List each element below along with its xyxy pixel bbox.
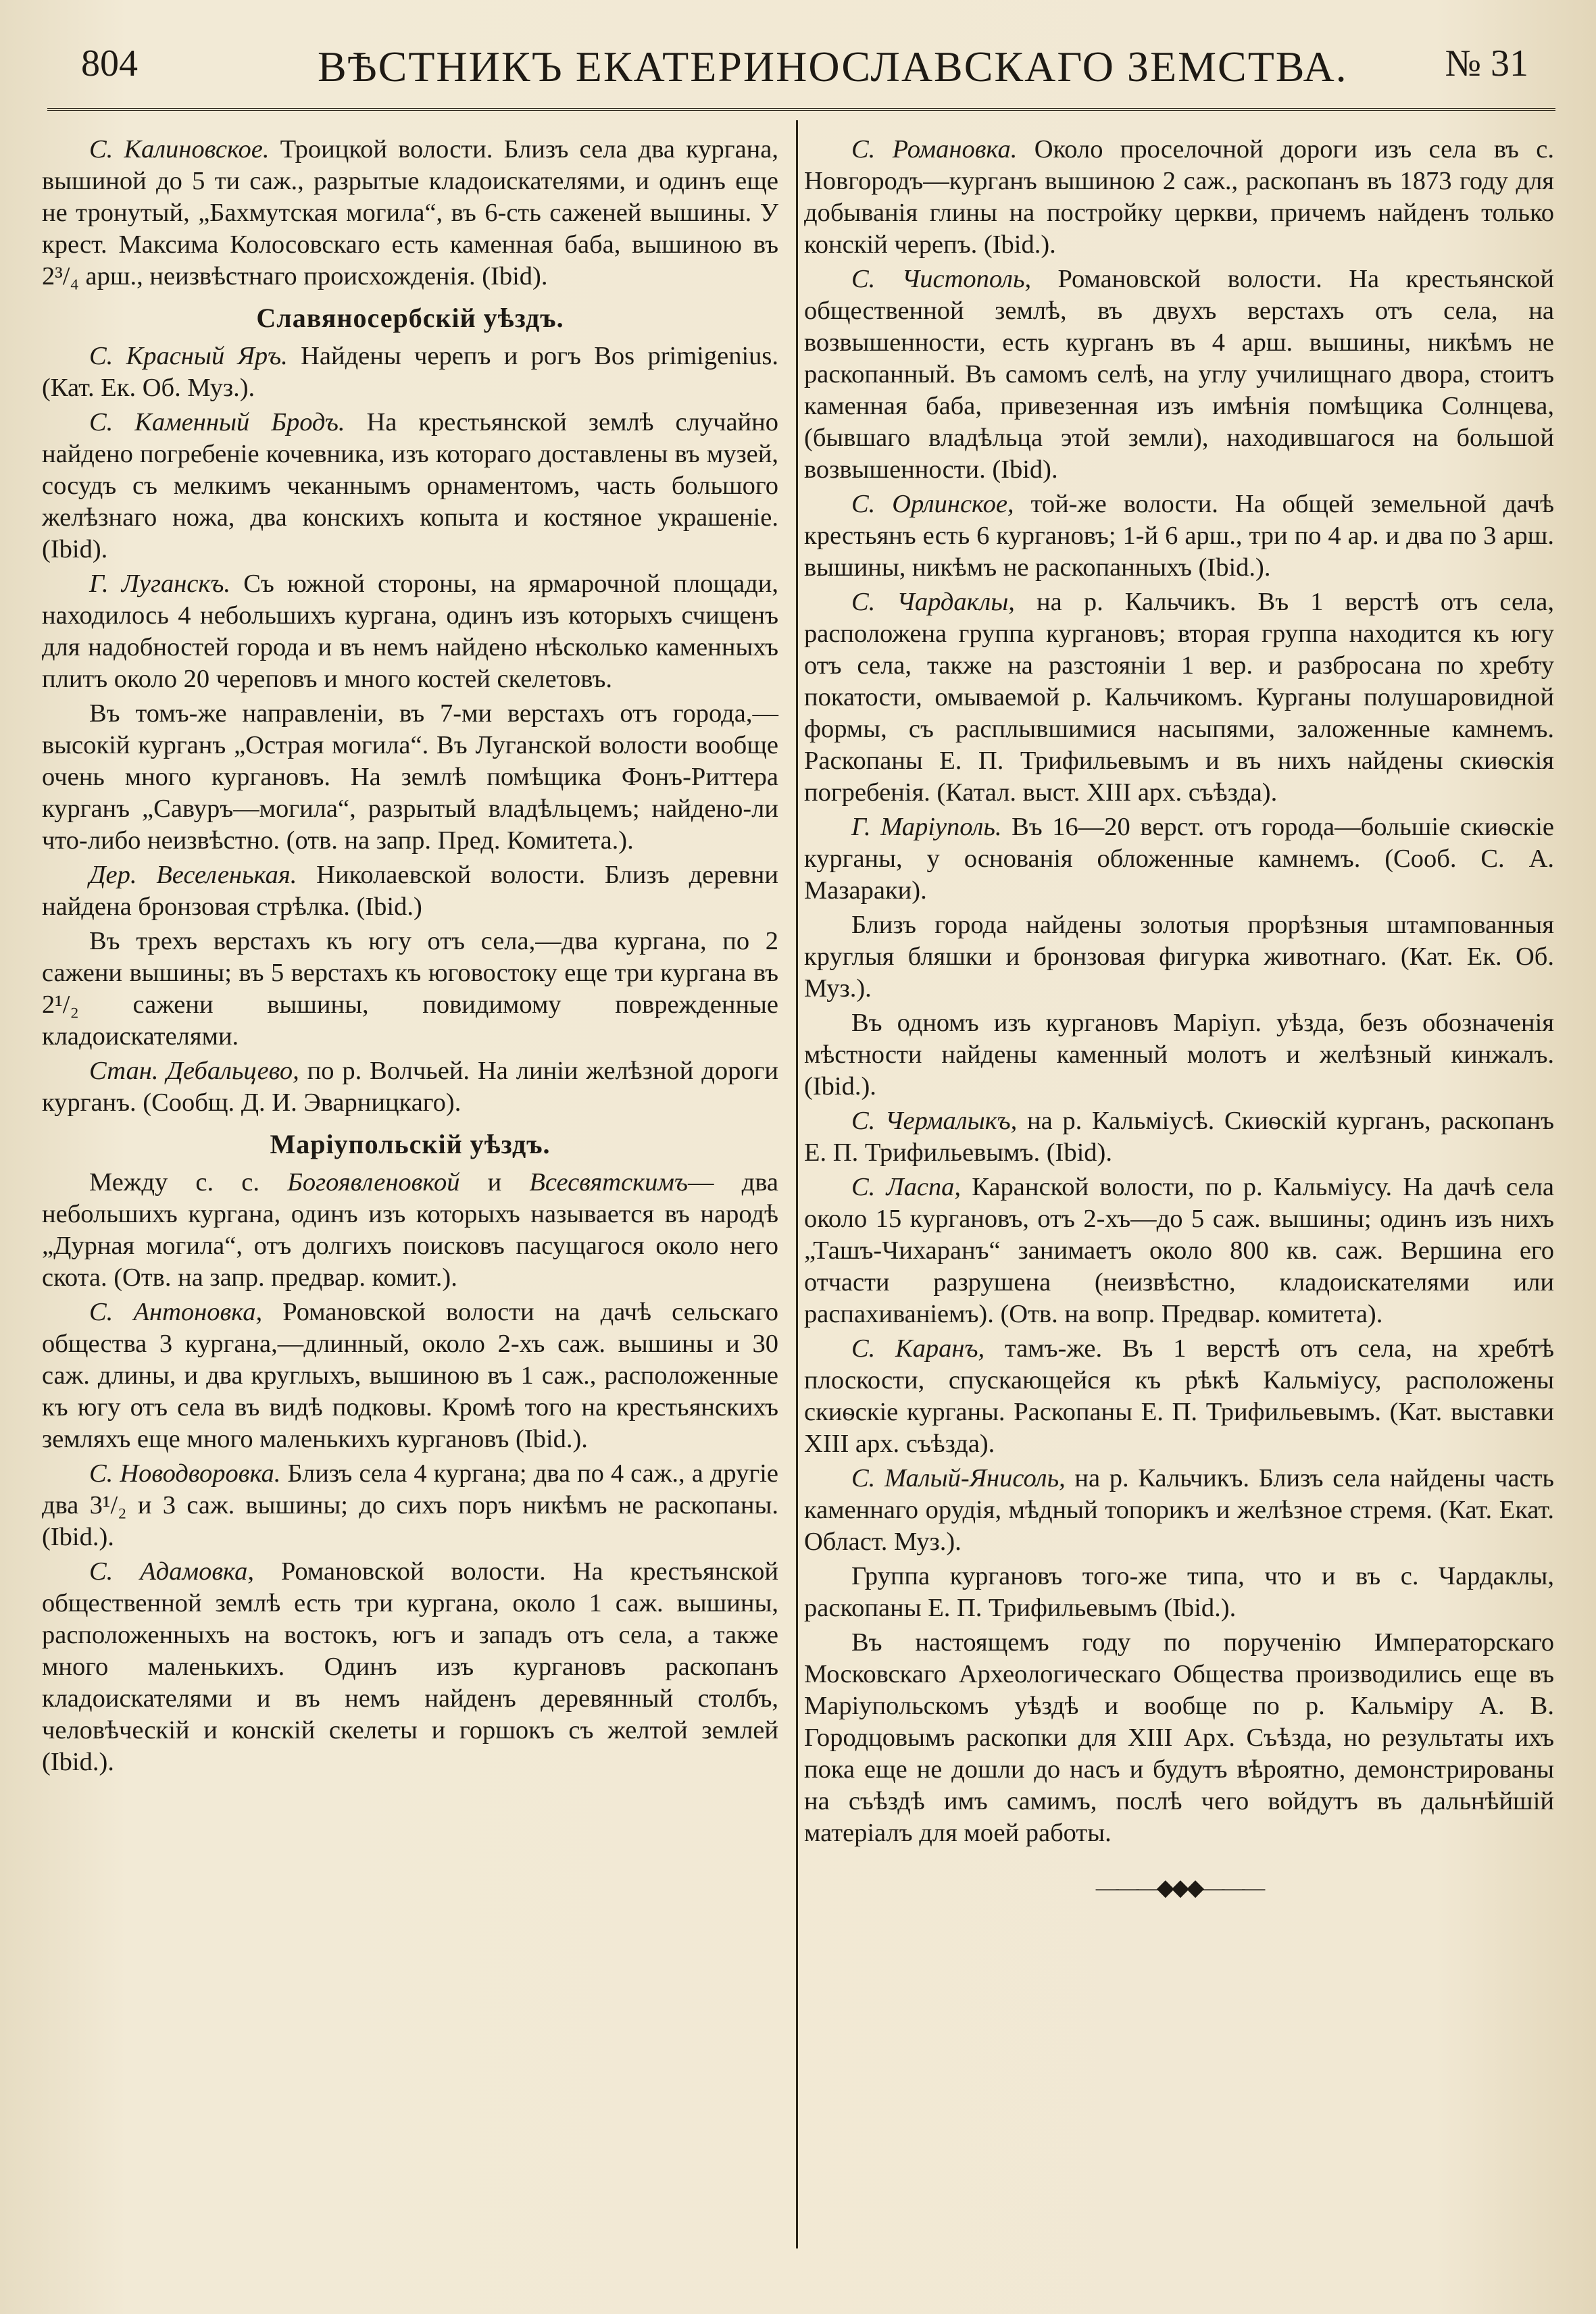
end-ornament: ———◆◆◆——— [1095,1876,1263,1901]
place-name: Всесвятскимъ [529,1168,688,1197]
section-heading-mariupol: Маріупольскій уѣздъ. [270,1129,551,1159]
entry-veselenkaya [42,859,778,923]
entry-text: Романовской волости. На крестьянской общественной землѣ есть три кургана, около 1 саж. вышины, расположенныхъ на востокъ, югъ и западъ отъ села, а также много маленькихъ. Одинъ изъ кургановъ раскопанъ кладоискателями и въ немъ найденъ деревянный столбъ, человѣческій и конскій скелеты и горшокъ съ желтой землей (Ibid.). [42,1557,778,1776]
entry-text: Романовской волости. На крестьянской общественной землѣ, въ двухъ верстахъ отъ села, на возвышенности, есть курганъ въ 4 арш. вышины, никѣмъ не раскопанный. Въ самомъ селѣ, на углу училищнаго двора, стоитъ каменная баба, привезенная изъ имѣнія помѣщика Солнцева, (бывшаго владѣльца этой земли), находившагося на большой возвышенности. (Ibid). [804,265,1554,484]
place-name: С. Малый-Янисоль, [851,1464,1066,1492]
entry-ostraya-mogila: Въ томъ-же направленіи, въ 7-ми верстахъ отъ города,—высокій курганъ „Острая могила“. Въ Луганской волости вообще очень много кургановъ. На землѣ помѣщика Фонъ-Риттера курганъ „Савуръ—могила“, разрытый владѣльцемъ; найдено-ли что-либо неизвѣстно. (отв. на запр. Пред. Комитета.). [42,699,778,855]
entry-kamenny-brod [42,407,778,565]
entry-three-versts: Въ трехъ верстахъ къ югу отъ села,—два кургана, по 2 сажени вышины; въ 5 верстахъ къ юговостоку еще три кургана въ 2¹/₂ сажени вышины, повидимому поврежденные кладоискателями. [42,927,778,1051]
entry-text: Каранской волости, по р. Кальміусу. На дачѣ села около 15 кургановъ, отъ 2-хъ—до 5 саж. вышины; одинъ изъ нихъ „Ташъ-Чихаранъ“ занимаетъ около 800 кв. саж. Вершина его отчасти разрушена (неизвѣстно, кладоискателями или распахиваніемъ). (Отв. на вопр. Предвар. комитета). [804,1173,1554,1328]
entry-bogoyavlenovka [42,1167,778,1294]
entry-text: Найдены черепъ и рогъ Bos primigenius. (Кат. Ек. Об. Муз.). [42,342,778,402]
issue-number: № 31 [1445,43,1528,84]
page-number: 804 [81,43,138,84]
place-name: С. Каранъ, [851,1334,985,1363]
entry-text: на р. Кальчикъ. Близъ села найдены часть каменнаго орудія, мѣдный топорикъ и желѣзное стремя. (Кат. Екат. Област. Муз.). [804,1464,1554,1556]
entry-chermalyk [804,1105,1554,1169]
entry-text: на р. Кальчикъ. Въ 1 верстѣ отъ села, расположена группа кургановъ; вторая группа находится къ югу отъ села, также на разстояніи 1 вер. и разбросана по хребту покатости, омываемой р. Кальчикомъ. Курганы полушаровидной формы, съ расплывшимися насыпями, заложенные камнемъ. Раскопаны Е. П. Трифильевымъ и въ нихъ найдены скиѳскія погребенія. (Катал. выст. XIII арх. съѣзда). [804,588,1554,807]
place-name: С. Ласпа, [851,1173,962,1201]
place-name: С. Адамовка, [89,1557,254,1586]
entry-text: той-же волости. На общей земельной дачѣ крестьянъ есть 6 кургановъ; 1-й 6 арш., три по 4 ар. и два по 3 арш. вышины, никѣмъ не раскопанныхъ (Ibid.). [804,490,1554,582]
section-heading-slavianoserbsk: Славяносербскій уѣздъ. [256,303,564,333]
journal-title: ВѢСТНИКЪ ЕКАТЕРИНОСЛАВСКАГО ЗЕМСТВА. [318,43,1348,91]
place-name: Г. Луганскъ. [89,570,231,598]
entry-karan [804,1333,1554,1460]
entry-stone-hammer: Въ одномъ изъ кургановъ Маріуп. уѣзда, безъ обозначенія мѣстности найдены каменный молотъ и желѣзный кинжалъ. (Ibid.). [804,1009,1554,1101]
entry-text: Николаевской волости. Близъ деревни найдена бронзовая стрѣлка. (Ibid.) [42,861,778,921]
entry-text: Троицкой волости. Близъ села два кургана, вышиной до 5 ти саж., разрытые кладоискателями, и одинъ еще не тронутый, „Бахмутская могила“, въ 6-сть саженей вышины. У крест. Максима Колосовскаго есть каменная баба, вышиною въ 2³/₄ арш., неизвѣстнаго происхожденія. (Ibid). [42,135,778,291]
place-name: С. Романовка. [851,135,1018,164]
place-name: С. Антоновка, [89,1298,263,1326]
entry-text: На крестьянской землѣ случайно найдено погребеніе кочевника, изъ котораго доставлены въ музей, сосудъ съ мелкимъ чеканнымъ орнаментомъ, часть большого желѣзнаго ножа, два конскихъ копыта и костяное украшеніе. (Ibid). [42,408,778,563]
entry-antonovka [42,1297,778,1455]
entry-chardakly [804,586,1554,809]
entry-text: на р. Кальміусѣ. Скиѳскій курганъ, раскопанъ Е. П. Трифильевымъ. (Ibid). [804,1107,1554,1167]
entry-text: Съ южной стороны, на ярмарочной площади, находилось 4 небольшихъ кургана, одинъ изъ которыхъ счищенъ для надобностей города и въ немъ найдено нѣсколько каменныхъ плитъ около 20 череповъ и много костей скелетовъ. [42,570,778,693]
entry-mariupol [804,811,1554,907]
page-header [47,27,1555,111]
entry-text: Въ 16—20 верст. отъ города—большіе скиѳскіе курганы, у основанія обложенные камнемъ. (Сооб. С. А. Мазараки). [804,813,1554,905]
entry-this-year: Въ настоящемъ году по порученію Императорскаго Московскаго Археологическаго Общества производились еще въ Маріупольскомъ уѣздѣ и вообще по р. Кальміру А. В. Городцовымъ раскопки для XIII Арх. Съѣзда, но результаты ихъ пока еще не дошли до насъ и будутъ вѣроятно, демонстрированы на съѣздѣ имъ самимъ, послѣ чего войдутъ въ дальнѣйшій матеріалъ для моей работы. [804,1628,1554,1847]
entry-adamovka [42,1556,778,1778]
place-name: Богоявленовкой [287,1168,460,1197]
place-name: С. Чардаклы, [851,588,1015,616]
entry-conj: и [459,1168,530,1197]
left-column [42,134,778,1781]
place-name: Дер. Веселенькая. [89,861,297,889]
place-name: С. Красный Яръ. [89,342,288,370]
place-name: С. Чистополь, [851,265,1032,293]
entry-maly-yanisol [804,1463,1554,1558]
place-name: С. Каменный Бродъ. [89,408,345,436]
entry-krasny-yar [42,341,778,404]
entry-chistopol [804,263,1554,486]
entry-lugansk [42,568,778,695]
entry-novodvorovka [42,1458,778,1553]
place-name: Г. Маріуполь. [851,813,1002,841]
entry-text: по р. Волчьей. На линіи желѣзной дороги курганъ. (Сообщ. Д. И. Эварницкаго). [42,1057,778,1117]
entry-kurgan-group: Группа кургановъ того-же типа, что и въ с. Чардаклы, раскопаны Е. П. Трифильевымъ (Ibid.). [804,1562,1554,1622]
entry-orlinskoe [804,488,1554,584]
right-column [804,134,1554,1904]
entry-text: Близъ села 4 кургана; два по 4 саж., а другіе два 3¹/₂ и 3 саж. вышины; до сихъ поръ никѣмъ не раскопаны. (Ibid.). [42,1459,778,1551]
place-name: С. Новодворовка. [89,1459,281,1488]
place-name: С. Чермалыкъ, [851,1107,1018,1135]
entry-laspa [804,1172,1554,1330]
entry-kalinovskoe [42,134,778,293]
place-name: С. Калиновское. [89,135,270,164]
column-divider [796,120,798,2248]
place-name: С. Орлинское, [851,490,1014,518]
entry-text: тамъ-же. Въ 1 верстѣ отъ села, на хребтѣ плоскости, спускающейся къ рѣкѣ Кальміусу, расположены скиѳскіе курганы. Раскопаны Е. П. Трифильевымъ. (Кат. выставки XIII арх. съѣзда). [804,1334,1554,1458]
entry-text: Романовской волости на дачѣ сельскаго общества 3 кургана,—длинный, около 2-хъ саж. вышины и 30 саж. длины, и два круглыхъ, вышиною въ 1 саж., расположенные къ югу отъ села въ видѣ подковы. Кромѣ того на крестьянскихъ земляхъ еще много маленькихъ кургановъ (Ibid.). [42,1298,778,1453]
place-name: Стан. Дебальцево, [89,1057,299,1085]
entry-text: — два небольшихъ кургана, одинъ изъ которыхъ называется въ народѣ „Дурная могила“, отъ долгихъ поисковъ пасущагося около него скота. (Отв. на запр. предвар. комит.). [42,1168,778,1292]
entry-romanovka [804,134,1554,261]
entry-text: Около проселочной дороги изъ села въ с. Новгородъ—курганъ вышиною 2 саж., раскопанъ въ 1873 году для добыванія глины на постройку церкви, причемъ найденъ только конскій черепъ. (Ibid.). [804,135,1554,259]
entry-gold-plaques: Близъ города найдены золотыя прорѣзныя штампованныя круглыя бляшки и бронзовая фигурка животнаго. (Кат. Ек. Об. Муз.). [804,911,1554,1003]
entry-debaltsevo [42,1055,778,1119]
entry-lead: Между с. с. [89,1168,288,1197]
